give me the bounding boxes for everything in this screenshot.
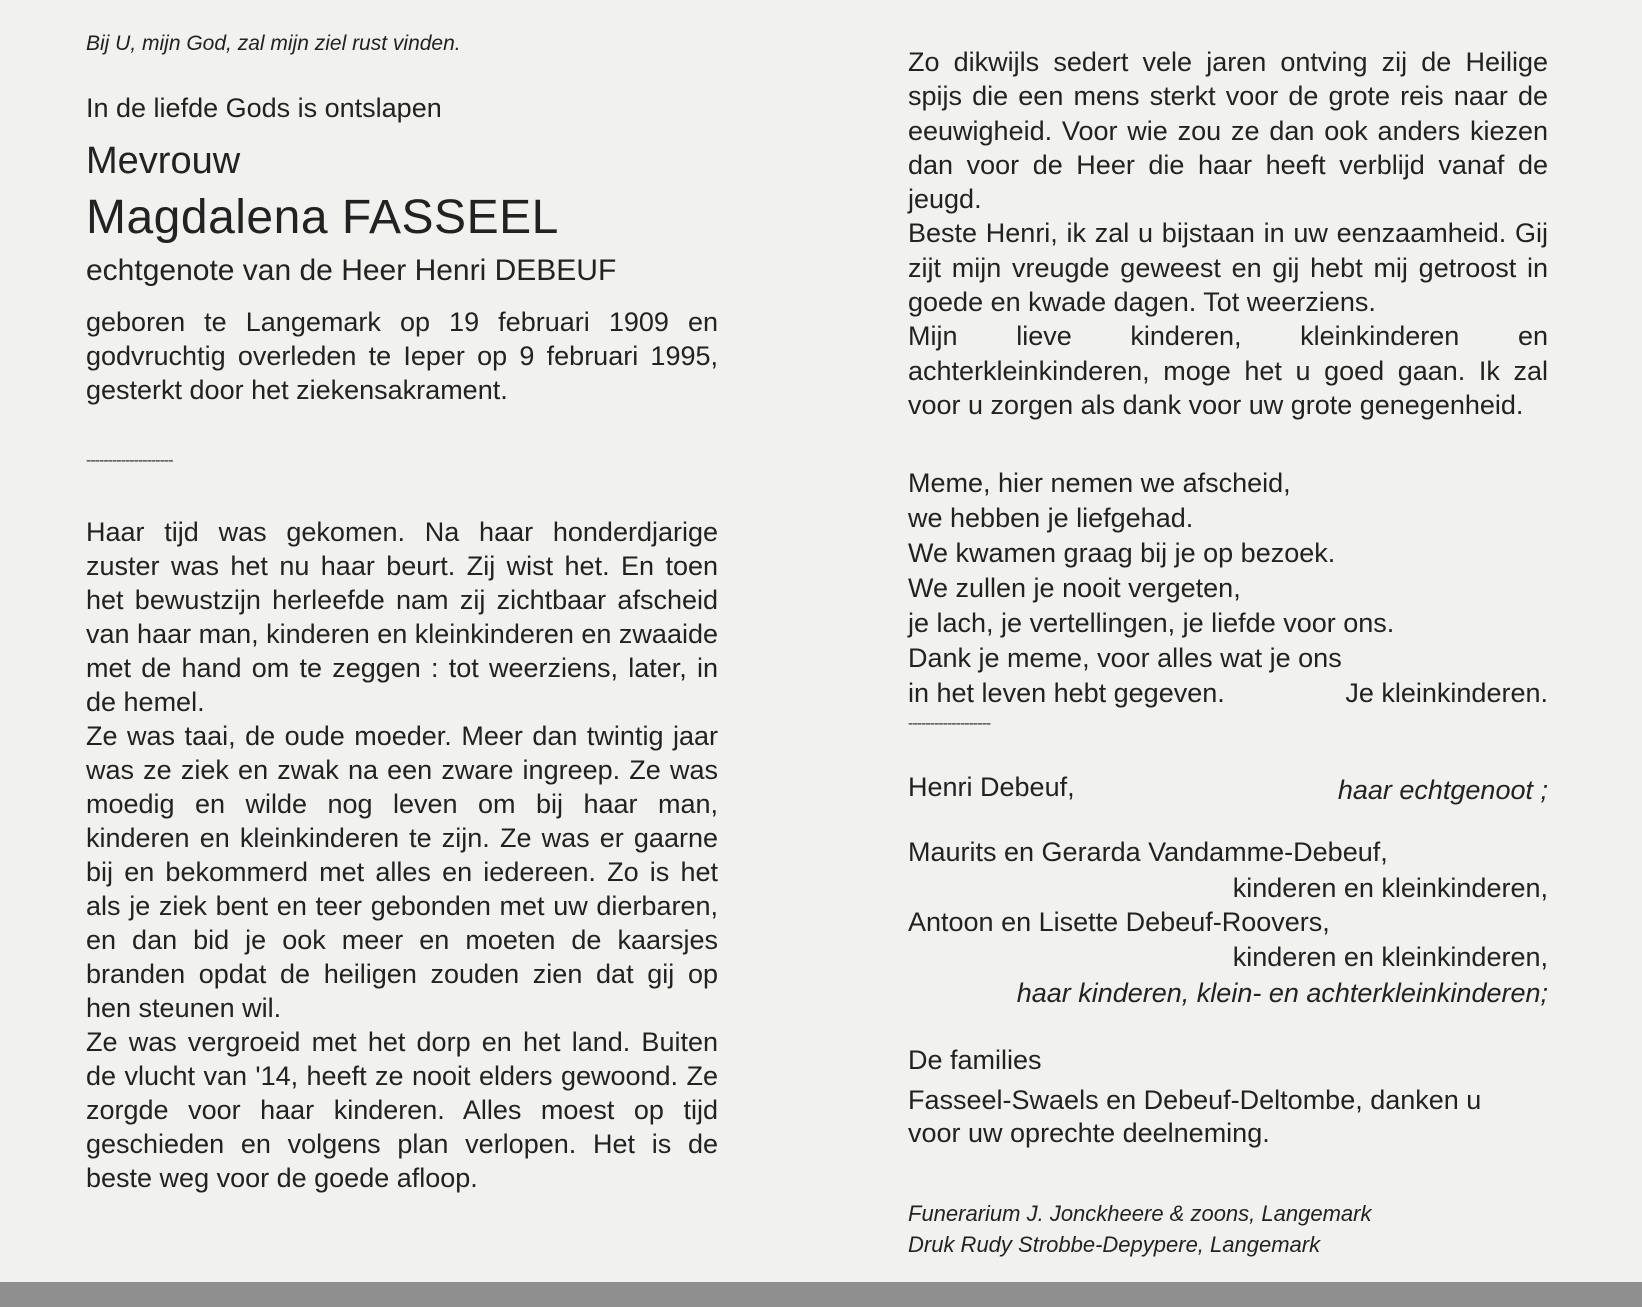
- birth-death-paragraph: geboren te Langemark op 19 februari 1909 en godvruchtig overleden te Ieper op 9 februari 1995, gesterkt door het ziekensakrament.: [86, 307, 718, 405]
- husband-name: Henri Debeuf,: [908, 772, 1075, 802]
- separator: --------------------: [86, 452, 173, 469]
- husband-role: haar echtgenoot ;: [1337, 775, 1548, 805]
- separator: -------------------: [908, 715, 991, 732]
- motto: Bij U, mijn God, zal mijn ziel rust vinden.: [86, 32, 461, 55]
- scan-bottom-edge: [0, 1282, 1642, 1307]
- paragraph: Zo dikwijls sedert vele jaren ontving zij de Heilige spijs die een mens sterkt voor de grote reis naar de eeuwigheid. Voor wie zou ze dan ook anders kiezen dan voor de Heer die haar heeft verblijd vanaf de jeugd.: [908, 47, 1548, 215]
- spouse-line: echtgenote van de Heer Henri DEBEUF: [86, 254, 617, 287]
- child1-name: Maurits en Gerarda Vandamme-Debeuf,: [908, 837, 1388, 867]
- left-text-block: [86, 515, 718, 1195]
- farewell-poem: [908, 466, 1548, 711]
- funeral-home: Funerarium J. Jonckheere & zoons, Langemark: [908, 1201, 1372, 1226]
- families-names: Fasseel-Swaels en Debeuf-Deltombe, danken u: [908, 1085, 1482, 1115]
- paragraph: Ze was vergroeid met het dorp en het land. Buiten de vlucht van '14, heeft ze nooit elders gewoond. Ze zorgde voor haar kinderen. Alles moest op tijd geschieden en volgens plan verlopen. Het is de beste weg voor de goede afloop.: [86, 1027, 718, 1193]
- honorific: Mevrouw: [86, 140, 241, 182]
- poem-signature: Je kleinkinderen.: [1345, 678, 1548, 708]
- paragraph: Ze was taai, de oude moeder. Meer dan twintig jaar was ze ziek en zwak na een zware ingreep. Ze was moedig en wilde nog leven om bij haar man, kinderen en kleinkinderen te zijn. Ze was er gaarne bij en bekommerd met alles en iedereen. Zo is het als je ziek bent en teer gebonden met uw dierbaren, en dan bid je ook meer en moeten de kaarsjes branden opdat de heiligen zouden zien dat gij op hen steunen wil.: [86, 721, 718, 1023]
- paragraph: Mijn lieve kinderen, kleinkinderen en achterkleinkinderen, moge het u goed gaan. Ik zal voor u zorgen als dank voor uw grote genegenheid.: [908, 321, 1548, 420]
- poem-line: Meme, hier nemen we afscheid,: [908, 468, 1291, 498]
- poem-line: We zullen je nooit vergeten,: [908, 573, 1241, 603]
- poem-line: we hebben je liefgehad.: [908, 503, 1194, 533]
- child2-role: kinderen en kleinkinderen,: [1232, 942, 1548, 972]
- poem-line: in het leven hebt gegeven.: [908, 678, 1225, 708]
- families-label: De families: [908, 1045, 1042, 1075]
- children-summary: haar kinderen, klein- en achterkleinkinderen;: [1016, 978, 1548, 1008]
- paragraph: Beste Henri, ik zal u bijstaan in uw eenzaamheid. Gij zijt mijn vreugde geweest en gij hebt mij getroost in goede en kwade dagen. Tot weerziens.: [908, 218, 1548, 318]
- poem-last-line-row: [908, 676, 1548, 711]
- poem-line: We kwamen graag bij je op bezoek.: [908, 538, 1336, 568]
- poem-line: Dank je meme, voor alles wat je ons: [908, 643, 1342, 673]
- child2-name: Antoon en Lisette Debeuf-Roovers,: [908, 907, 1330, 937]
- right-text-block: [908, 45, 1548, 422]
- poem-line: je lach, je vertellingen, je liefde voor ons.: [908, 608, 1395, 638]
- deceased-name: Magdalena FASSEEL: [86, 191, 559, 244]
- printer: Druk Rudy Strobbe-Depypere, Langemark: [908, 1232, 1321, 1257]
- paragraph: Haar tijd was gekomen. Na haar honderdjarige zuster was het nu haar beurt. Zij wist het. En toen het bewustzijn herleefde nam zij zichtbaar afscheid van haar man, kinderen en kleinkinderen en zwaaide met de hand om te zeggen : tot weerziens, later, in de hemel.: [86, 517, 718, 717]
- families-thanks: voor uw oprechte deelneming.: [908, 1118, 1270, 1148]
- intro-line: In de liefde Gods is ontslapen: [86, 93, 442, 123]
- child1-role: kinderen en kleinkinderen,: [1232, 873, 1548, 903]
